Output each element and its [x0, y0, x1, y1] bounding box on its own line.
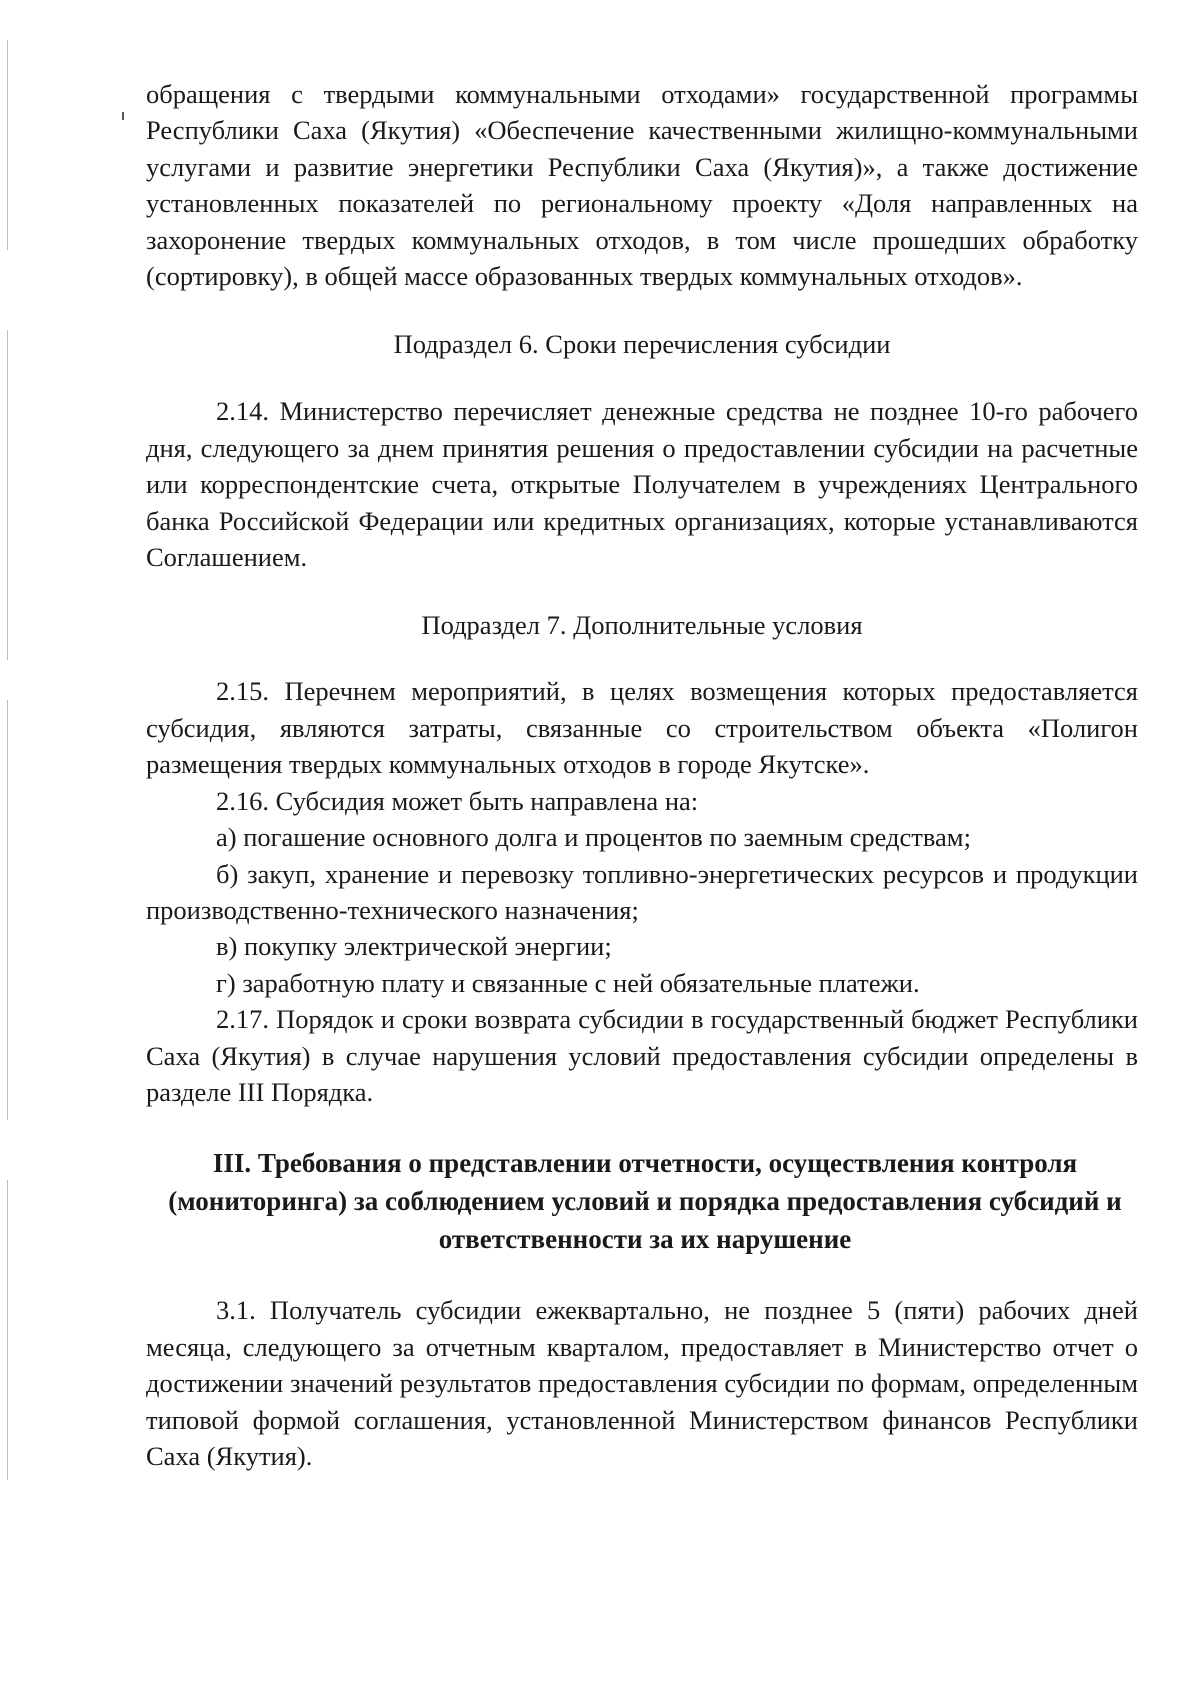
paragraph-2-14: 2.14. Министерство перечисляет денежные средства не позднее 10-го рабочего дня, следующего за днем принятия решения о предоставлении субсидии на расчетные или корреспондентские счета, открытые Получателем в учреждениях Центрального банка Российской Федерации или кредитных организациях, которые устанавливаются Соглашением. [146, 396, 1138, 573]
paragraph-2-15: 2.15. Перечнем мероприятий, в целях возмещения которых предоставляется субсидия, являются затраты, связанные со строительством объекта «Полигон размещения твердых коммунальных отходов в городе Якутске». [146, 676, 1138, 780]
scan-margin-line [7, 330, 8, 660]
document-body [146, 76, 1138, 1474]
scan-margin-line [7, 1180, 8, 1480]
list-item-a: а) погашение основного долга и процентов по заемным средствам; [216, 822, 971, 853]
paragraph-2-16: 2.16. Субсидия может быть направлена на: [216, 785, 699, 816]
list-item-g: г) заработную плату и связанные с ней обязательные платежи. [216, 967, 920, 998]
list-item-v: в) покупку электрической энергии; [216, 931, 612, 962]
paragraph-intro: обращения с твердыми коммунальными отходами» государственной программы Республики Саха (Якутия) «Обеспечение качественными жилищно-коммунальными услугами и развитие энергетики Республики Саха (Якутия)», а также достижение установленных показателей по региональному проекту «Доля направленных на захоронение твердых коммунальных отходов, в том числе прошедших обработку (сортировку), в общей массе образованных твердых коммунальных отходов». [146, 79, 1138, 292]
list-item-b: б) закуп, хранение и перевозку топливно-энергетических ресурсов и продукции производственно-технического назначения; [146, 858, 1138, 925]
section-3-heading-line: III. Требования о представлении отчетности, осуществления контроля [212, 1148, 1078, 1179]
section-3-heading-line: (мониторинга) за соблюдением условий и порядка предоставления субсидий и [168, 1186, 1122, 1217]
subsection-7-heading: Подраздел 7. Дополнительные условия [421, 610, 863, 641]
scan-margin-line [7, 700, 8, 1120]
subsection-6-heading: Подраздел 6. Сроки перечисления субсидии [393, 329, 891, 360]
section-3-heading-line: ответственности за их нарушение [438, 1224, 852, 1255]
scan-margin-line [7, 40, 8, 250]
scan-mark [122, 112, 124, 120]
paragraph-2-17: 2.17. Порядок и сроки возврата субсидии в государственный бюджет Республики Саха (Якутия) в случае нарушения условий предоставления субсидии определены в разделе III Порядка. [146, 1004, 1138, 1107]
section-3-heading [146, 1144, 1138, 1258]
paragraph-3-1: 3.1. Получатель субсидии ежеквартально, не позднее 5 (пяти) рабочих дней месяца, следующего за отчетным кварталом, предоставляет в Министерство отчет о достижении значений результатов предоставления субсидии по формам, определенным типовой формой соглашения, установленной Министерством финансов Республики Саха (Якутия). [146, 1295, 1138, 1471]
